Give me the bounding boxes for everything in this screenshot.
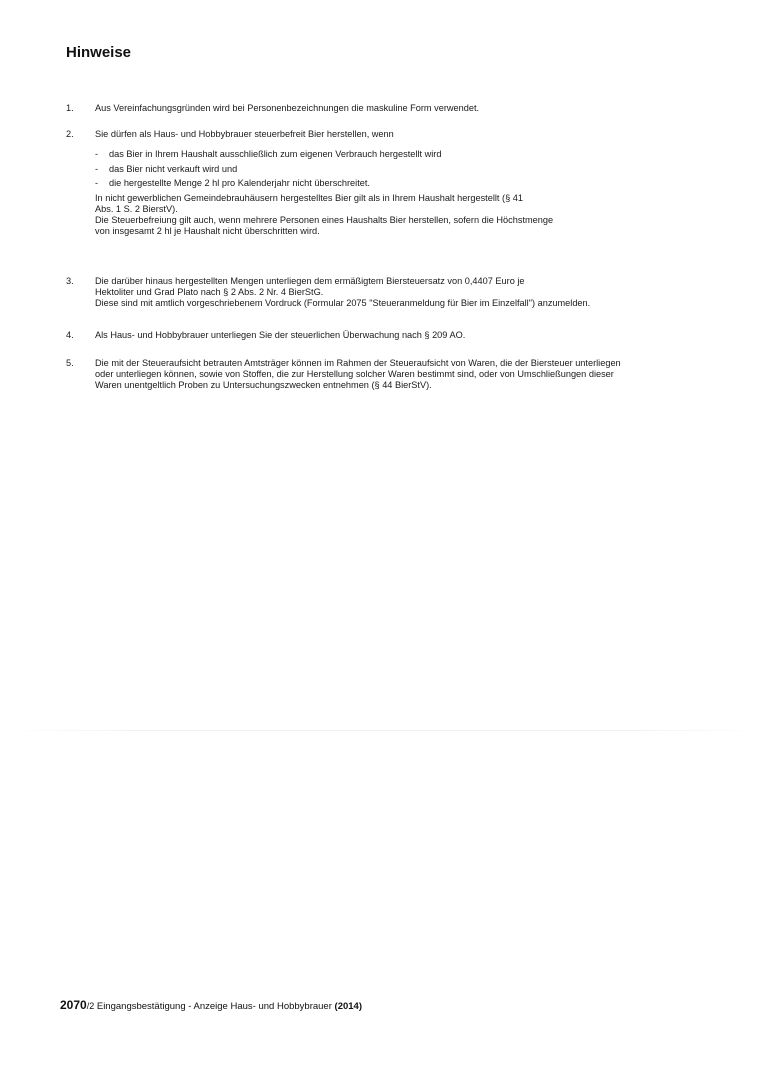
item-paragraph: Die Steuerbefreiung gilt auch, wenn mehrere Personen eines Haushalts Bier herstellen, sofern die Höchstmenge von insgesamt 2 hl je Haushalt nicht überschritten wird. bbox=[95, 214, 554, 236]
item-text: Diese sind mit amtlich vorgeschriebenem Vordruck (Formular 2075 "Steueranmeldung für Bier im Einzelfall") anzumelden. bbox=[95, 298, 591, 308]
page-title: Hinweise bbox=[66, 44, 132, 61]
form-code-suffix: /2 bbox=[86, 1001, 95, 1011]
condition-item: - das Bier nicht verkauft wird und bbox=[95, 163, 238, 174]
item-number: 1. bbox=[66, 103, 74, 113]
item-text: Die darüber hinaus hergestellten Mengen unterliegen dem ermäßigtem Biersteuersatz von 0,4407 Euro je Hektoliter und Grad Plato nach § 2 Abs. 2 Nr. 4 BierStG. bbox=[95, 276, 525, 297]
form-footer bbox=[60, 998, 362, 1012]
item-number: 5. bbox=[66, 358, 74, 368]
item-number: 4. bbox=[66, 330, 74, 340]
form-title: Eingangsbestätigung - Anzeige Haus- und Hobbybrauer bbox=[94, 1001, 335, 1012]
item-text: Aus Vereinfachungsgründen wird bei Personenbezeichnungen die maskuline Form verwendet. bbox=[95, 103, 480, 113]
item-text: Als Haus- und Hobbybrauer unterliegen Sie der steuerlichen Überwachung nach § 209 AO. bbox=[95, 330, 466, 340]
condition-list bbox=[95, 149, 695, 189]
item-number: 3. bbox=[66, 276, 74, 286]
item-text: Sie dürfen als Haus- und Hobbybrauer steuerbefreit Bier herstellen, wenn bbox=[95, 129, 394, 139]
form-year: (2014) bbox=[334, 1001, 362, 1012]
item-number: 2. bbox=[66, 129, 74, 139]
condition-item: - die hergestellte Menge 2 hl pro Kalenderjahr nicht überschreitet. bbox=[95, 178, 370, 188]
form-code: 2070 bbox=[60, 998, 87, 1012]
condition-item: - das Bier in Ihrem Haushalt ausschließlich zum eigenen Verbrauch hergestellt wird bbox=[95, 149, 442, 159]
item-text: Die mit der Steueraufsicht betrauten Amtsträger können im Rahmen der Steueraufsicht von Waren, die der Biersteuer unterliegen oder unterliegen können, sowie von Stoffen, die zur Herstellung solcher Waren bestimmt sind, oder von Umschließungen dieser Waren unentgeltlich Proben zu Untersuchungszwecken entnehmen (§ 44 BierStV). bbox=[95, 358, 621, 390]
item-paragraph: In nicht gewerblichen Gemeindebrauhäusern hergestelltes Bier gilt als in Ihrem Haushalt hergestellt (§ 41 Abs. 1 S. 2 BierstV). bbox=[95, 192, 523, 214]
paper-fold-line bbox=[0, 730, 768, 731]
